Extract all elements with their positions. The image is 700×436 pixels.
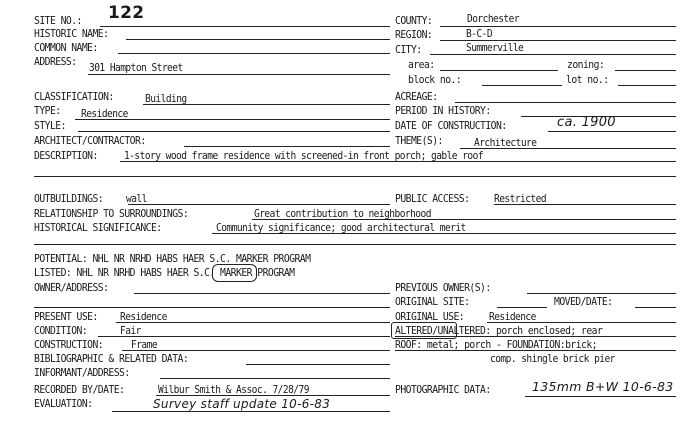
roof-value: ROOF: metal; porch - FOUNDATION:brick;: [395, 339, 598, 351]
acreage-line: [455, 102, 676, 103]
owner-address-line: [134, 293, 390, 294]
classification-value: Building: [145, 93, 187, 105]
site-no-line: [100, 26, 390, 27]
public-access-line: [494, 204, 676, 205]
listed-line: LISTED: NHL NR NRHD HABS HAER S.C. MARKER PROGRAM: [34, 267, 295, 279]
owner-address-line-2: [34, 307, 390, 308]
present-use-value: Residence: [120, 311, 167, 323]
altered-value: ALTERED/UNALTERED: porch enclosed; rear: [395, 325, 603, 337]
architect-label: ARCHITECT/CONTRACTOR:: [34, 135, 146, 147]
listed-nrhd-circle: [212, 264, 257, 282]
relationship-line: [252, 219, 676, 220]
lot-line: [618, 85, 676, 86]
city-label: CITY:: [395, 44, 422, 56]
site-no-value: 122: [108, 3, 145, 23]
present-use-label: PRESENT USE:: [34, 311, 98, 323]
original-use-label: ORIGINAL USE:: [395, 311, 465, 323]
region-line: [440, 40, 676, 41]
construction-line: [122, 350, 390, 351]
block-label: block no.:: [408, 74, 462, 86]
zoning-line: [615, 70, 676, 71]
recorded-value: Wilbur Smith & Assoc. 7/28/79: [158, 384, 309, 396]
owner-address-label: OWNER/ADDRESS:: [34, 282, 109, 294]
original-use-value: Residence: [489, 311, 536, 323]
public-access-value: Restricted: [494, 193, 547, 205]
type-value: Residence: [81, 108, 128, 120]
original-site-line: [497, 307, 547, 308]
date-construction-line: [548, 131, 676, 132]
original-site-label: ORIGINAL SITE:: [395, 296, 470, 308]
photographic-value: 135mm B+W 10-6-83: [532, 379, 674, 394]
date-construction-value: ca. 1900: [557, 115, 616, 130]
period-label: PERIOD IN HISTORY:: [395, 105, 491, 117]
moved-line: [635, 307, 676, 308]
region-value: B-C-D: [466, 28, 493, 40]
county-value: Dorchester: [467, 13, 520, 25]
architect-line: [184, 146, 390, 147]
area-line: [440, 70, 558, 71]
relationship-label: RELATIONSHIP TO SURROUNDINGS:: [34, 208, 189, 220]
condition-value: Fair: [120, 325, 141, 337]
region-label: REGION:: [395, 29, 433, 41]
zoning-label: zoning:: [567, 59, 605, 71]
county-line: [440, 26, 676, 27]
potential-line: POTENTIAL: NHL NR NRHD HABS HAER S.C. MARKER PROGRAM: [34, 253, 311, 265]
altered-line: [395, 336, 676, 337]
historical-value: Community significance; good architectural merit: [216, 222, 466, 234]
outbuildings-label: OUTBUILDINGS:: [34, 193, 104, 205]
evaluation-line: [112, 411, 390, 412]
common-name-line: [118, 53, 390, 54]
area-label: area:: [408, 59, 435, 71]
date-construction-label: DATE OF CONSTRUCTION:: [395, 120, 507, 132]
condition-label: CONDITION:: [34, 325, 88, 337]
classification-label: CLASSIFICATION:: [34, 91, 114, 103]
previous-owner-label: PREVIOUS OWNER(S):: [395, 282, 491, 294]
outbuildings-line: [128, 204, 390, 205]
relationship-value: Great contribution to neighborhood: [254, 208, 431, 220]
photographic-line: [525, 396, 676, 397]
address-value: 301 Hampton Street: [89, 62, 183, 74]
condition-line: [98, 336, 390, 337]
lot-label: lot no.:: [566, 74, 609, 86]
county-label: COUNTY:: [395, 15, 433, 27]
classification-line: [143, 104, 390, 105]
city-value: Summerville: [466, 42, 524, 54]
block-line: [482, 85, 562, 86]
original-use-line: [487, 322, 676, 323]
style-label: STYLE:: [34, 120, 66, 132]
acreage-label: ACREAGE:: [395, 91, 438, 103]
recorded-label: RECORDED BY/DATE:: [34, 384, 125, 396]
roof-cont-value: comp. shingle brick pier: [490, 353, 615, 365]
section-rule: [34, 244, 676, 245]
historical-line: [212, 233, 676, 234]
present-use-line: [116, 322, 390, 323]
style-line: [78, 131, 390, 132]
bibliographic-line: [246, 364, 390, 365]
evaluation-label: EVALUATION:: [34, 398, 93, 410]
public-access-label: PUBLIC ACCESS:: [395, 193, 470, 205]
description-label: DESCRIPTION:: [34, 150, 98, 162]
description-line: [120, 161, 676, 162]
informant-label: INFORMANT/ADDRESS:: [34, 367, 130, 379]
type-label: TYPE:: [34, 105, 61, 117]
themes-value: Architecture: [474, 137, 537, 149]
type-line: [75, 119, 390, 120]
informant-line: [160, 378, 390, 379]
historic-name-line: [126, 39, 390, 40]
construction-value: Frame: [131, 339, 158, 351]
historic-name-label: HISTORIC NAME:: [34, 28, 109, 40]
themes-label: THEME(S):: [395, 135, 443, 147]
site-no-label: SITE NO.:: [34, 15, 82, 27]
recorded-line: [156, 395, 390, 396]
address-label: ADDRESS:: [34, 56, 77, 68]
evaluation-value: Survey staff update 10-6-83: [153, 397, 331, 411]
bibliographic-label: BIBLIOGRAPHIC & RELATED DATA:: [34, 353, 189, 365]
common-name-label: COMMON NAME:: [34, 42, 98, 54]
historical-label: HISTORICAL SIGNIFICANCE:: [34, 222, 162, 234]
city-line: [430, 54, 676, 55]
construction-label: CONSTRUCTION:: [34, 339, 104, 351]
previous-owner-line: [527, 293, 676, 294]
description-value: 1-story wood frame residence with screened-in front porch; gable roof: [124, 150, 484, 162]
address-line: [88, 74, 390, 75]
themes-line: [460, 148, 676, 149]
description-line-2: [34, 176, 676, 177]
outbuildings-value: wall: [126, 193, 147, 205]
roof-line: [395, 350, 676, 351]
photographic-label: PHOTOGRAPHIC DATA:: [395, 384, 491, 396]
moved-label: MOVED/DATE:: [554, 296, 613, 308]
